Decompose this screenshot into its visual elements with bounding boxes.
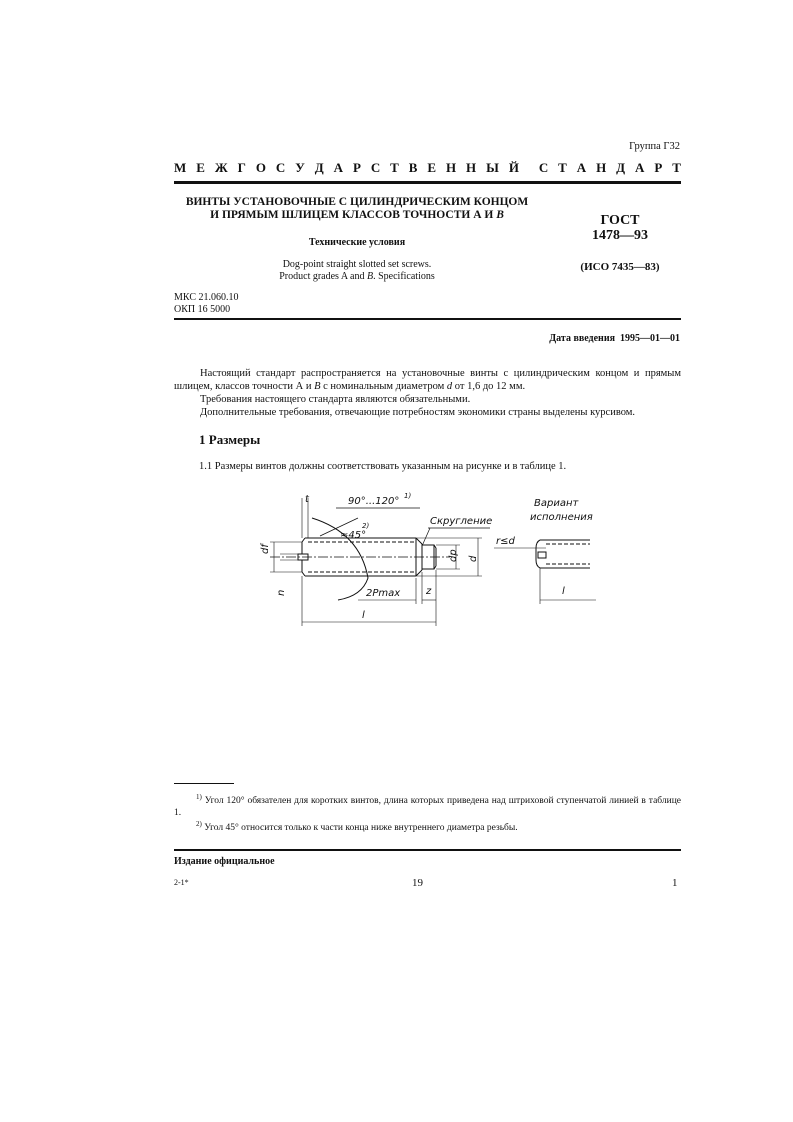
- banner-letter: Г: [237, 160, 246, 175]
- d-label: d: [468, 555, 479, 562]
- codes-rule: [174, 318, 681, 320]
- banner-letter: А: [576, 160, 587, 175]
- banner-letter: О: [255, 160, 266, 175]
- banner-letter: Д: [616, 160, 626, 175]
- mandatory-paragraph: Требования настоящего стандарта являются обязательными.: [200, 394, 471, 405]
- banner-letter: Ы: [486, 160, 499, 175]
- angle-note: 1): [404, 492, 412, 500]
- gost-designation: ГОСТ 1478—93: [592, 213, 648, 243]
- section-heading: 1 Размеры: [199, 432, 261, 447]
- header-rule: [174, 181, 681, 184]
- banner-letter: Т: [390, 160, 399, 175]
- introduction-date: Дата введения 1995—01—01: [549, 333, 680, 344]
- angle-label: 90°...120°: [348, 496, 400, 507]
- footer-rule: [174, 849, 681, 851]
- english-title: Dog-point straight slotted set screws. Product grades A and B. Specifications: [279, 259, 435, 282]
- title-line-2: И ПРЯМЫМ ШЛИЦЕМ КЛАССОВ ТОЧНОСТИ А И В: [210, 209, 504, 221]
- iso-designation: (ИСО 7435—83): [580, 261, 660, 273]
- title-subtitle: Технические условия: [308, 237, 406, 248]
- page-number-center: 19: [412, 877, 423, 889]
- chamfer-label: ≈45°: [340, 530, 367, 541]
- dp-label: dp: [448, 549, 459, 562]
- banner-letter: Ж: [214, 160, 228, 175]
- clause-1-1: 1.1 Размеры винтов должны соответствовать указанным на рисунке и в таблице 1.: [199, 461, 567, 472]
- banner-letter: Е: [196, 160, 205, 175]
- length-label: l: [362, 610, 365, 621]
- footnote-1: $^{1)}$ Угол 120° обязателен для коротких винтов, длина которых приведена над штриховой ступенчатой линией в таблице 1.: [174, 793, 682, 818]
- group-code: Группа Г32: [629, 141, 680, 152]
- footnote-rule: [174, 783, 234, 784]
- document-title: [174, 196, 540, 222]
- variant-label-2: исполнения: [530, 512, 593, 523]
- title-line-1: ВИНТЫ УСТАНОВОЧНЫЕ С ЦИЛИНДРИЧЕСКИМ КОНЦОМ: [185, 196, 529, 208]
- banner-letter: Н: [445, 160, 457, 175]
- chamfer-note: 2): [362, 522, 370, 530]
- variant-label-1: Вариант: [534, 498, 579, 509]
- intro-text: [174, 367, 681, 419]
- banner-letter: Н: [596, 160, 607, 175]
- banner-letter: С: [538, 160, 549, 175]
- print-code: 2-1*: [174, 878, 189, 887]
- footnote-2: $^{2)}$ Угол 45° относится только к части конца ниже внутреннего диаметра резьбы.: [196, 820, 518, 834]
- banner-letter: Т: [558, 160, 567, 175]
- variant-length-label: l: [562, 586, 565, 597]
- standard-banner: [174, 160, 681, 176]
- banner-letter: Н: [466, 160, 477, 175]
- n-label: n: [276, 589, 287, 596]
- scope-paragraph: Настоящий стандарт распространяется на установочные винты с цилиндрическим концом и прямым шлицем, классов точности А и В с номинальным диаметром d от 1,6 до 12 мм.: [174, 368, 681, 392]
- screw-drawing: [250, 488, 610, 633]
- banner-letter: А: [333, 160, 343, 175]
- banner-letter: Р: [352, 160, 361, 175]
- radius-label: r≤d: [496, 536, 515, 547]
- classification-codes: МКС 21.060.10 ОКП 16 5000: [174, 292, 239, 315]
- banner-letter: Д: [314, 160, 324, 175]
- banner-letter: Й: [508, 160, 519, 175]
- variant-view: [536, 540, 590, 568]
- rounding-label: Скругление: [430, 516, 493, 527]
- banner-letter: А: [635, 160, 645, 175]
- t-label: t: [305, 494, 309, 505]
- page-number-right: 1: [672, 877, 678, 889]
- banner-letter: Е: [427, 160, 437, 175]
- df-label: df: [260, 544, 271, 554]
- footnotes: [174, 792, 681, 835]
- pitch-label: 2Pmax: [366, 588, 401, 599]
- banner-letter: В: [408, 160, 418, 175]
- banner-letter: С: [275, 160, 286, 175]
- banner-letter: М: [174, 160, 187, 175]
- edition-label: Издание официальное: [174, 856, 275, 867]
- additional-paragraph: Дополнительные требования, отвечающие потребностям экономики страны выделены курсивом.: [200, 407, 636, 418]
- banner-letter: С: [370, 160, 381, 175]
- z-label: z: [426, 586, 432, 597]
- banner-letter: Р: [654, 160, 663, 175]
- banner-letter: Т: [672, 160, 681, 175]
- banner-letter: У: [295, 160, 305, 175]
